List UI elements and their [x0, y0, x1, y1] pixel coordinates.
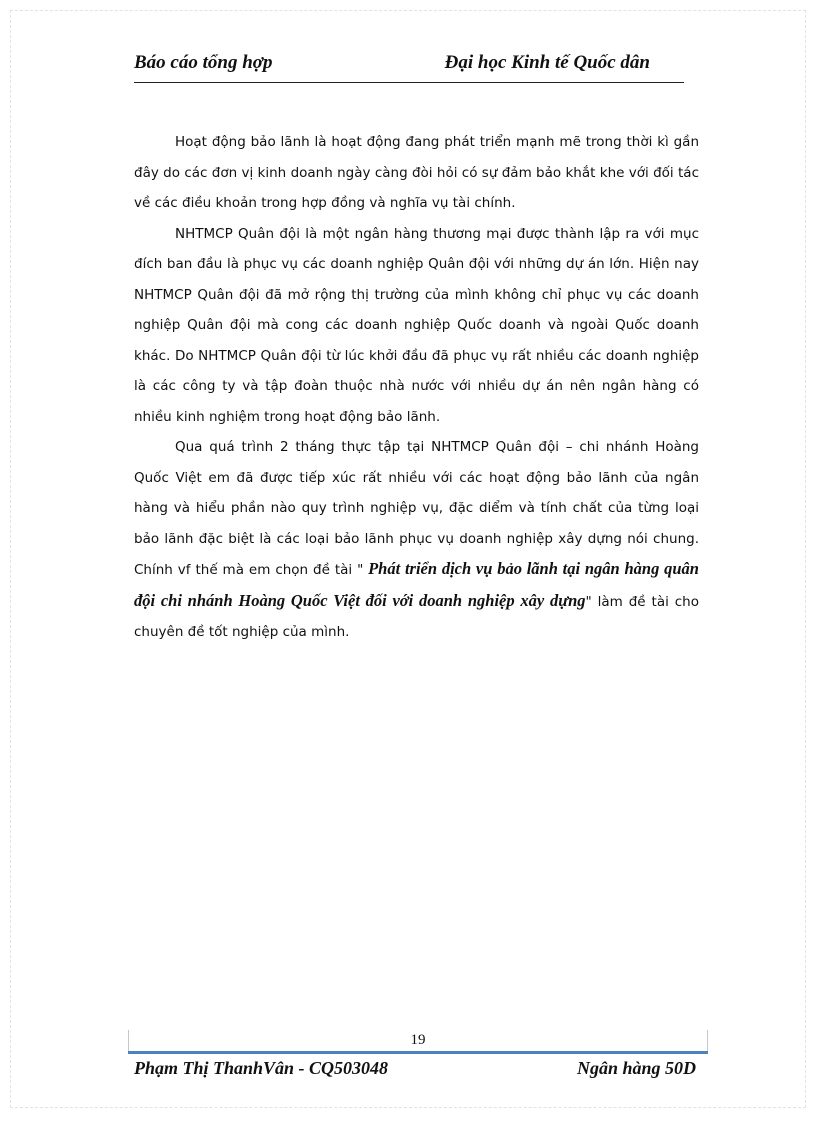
thesis-title: Phát triển dịch vụ bảo lãnh tại ngân hàng quân đội chi nhánh Hoàng Quốc Việt đối với doanh nghiệp xây dựng	[134, 559, 699, 610]
paragraph-1: Hoạt động bảo lãnh là hoạt động đang phát triển mạnh mẽ trong thời kì gần đây do các đơn vị kinh doanh ngày càng đòi hỏi có sự đảm bảo khắt khe với đối tác về các điều khoản trong hợp đồng và nghĩa vụ tài chính.	[134, 134, 699, 211]
paragraph-3-intro: Qua quá trình 2 tháng thực tập tại NHTMCP Quân đội – chi nhánh Hoàng Quốc Việt em đã được tiếp xúc rất nhiều với các hoạt động bảo lãnh của ngân hàng và hiểu phần nào quy trình nghiệp vụ, đặc diểm và tính chất của từng loại bảo lãnh đặc biệt là các loại bảo lãnh phục vụ doanh nghiệp xây dựng nói chung. Chính vf thế mà em chọn đề tài "	[134, 439, 699, 578]
paragraph-3-ending: " làm đề tài cho chuyên đề tốt nghiệp của mình.	[134, 593, 700, 640]
header-university: Đại học Kinh tế Quốc dân	[444, 52, 650, 73]
page-header	[134, 52, 684, 83]
footer-author: Phạm Thị ThanhVân - CQ503048	[134, 1058, 389, 1078]
paragraph-3	[134, 432, 699, 648]
paragraph-2: NHTMCP Quân đội là một ngân hàng thương mại được thành lập ra với mục đích ban đầu là phục vụ các doanh nghiệp Quân đội với những dự án lớn. Hiện nay NHTMCP Quân đội đã mở rộng thị trường của mình không chỉ phục vụ các doanh nghiệp Quân đội mà cong các doanh nghiệp Quốc doanh và ngoài Quốc doanh khác. Do NHTMCP Quân đội từ lúc khởi đầu đã phục vụ rất nhiều các doanh nghiệp là các công ty và tập đoàn thuộc nhà nước với nhiều dự án nên ngân hàng có nhiều kinh nghiệm trong hoạt động bảo lãnh.	[134, 225, 699, 425]
footer-rule	[128, 1051, 708, 1054]
document-body	[134, 127, 699, 648]
footer-class: Ngân hàng 50D	[576, 1058, 696, 1078]
header-report-title: Báo cáo tổng hợp	[134, 52, 273, 73]
page-number: 19	[410, 1032, 426, 1048]
